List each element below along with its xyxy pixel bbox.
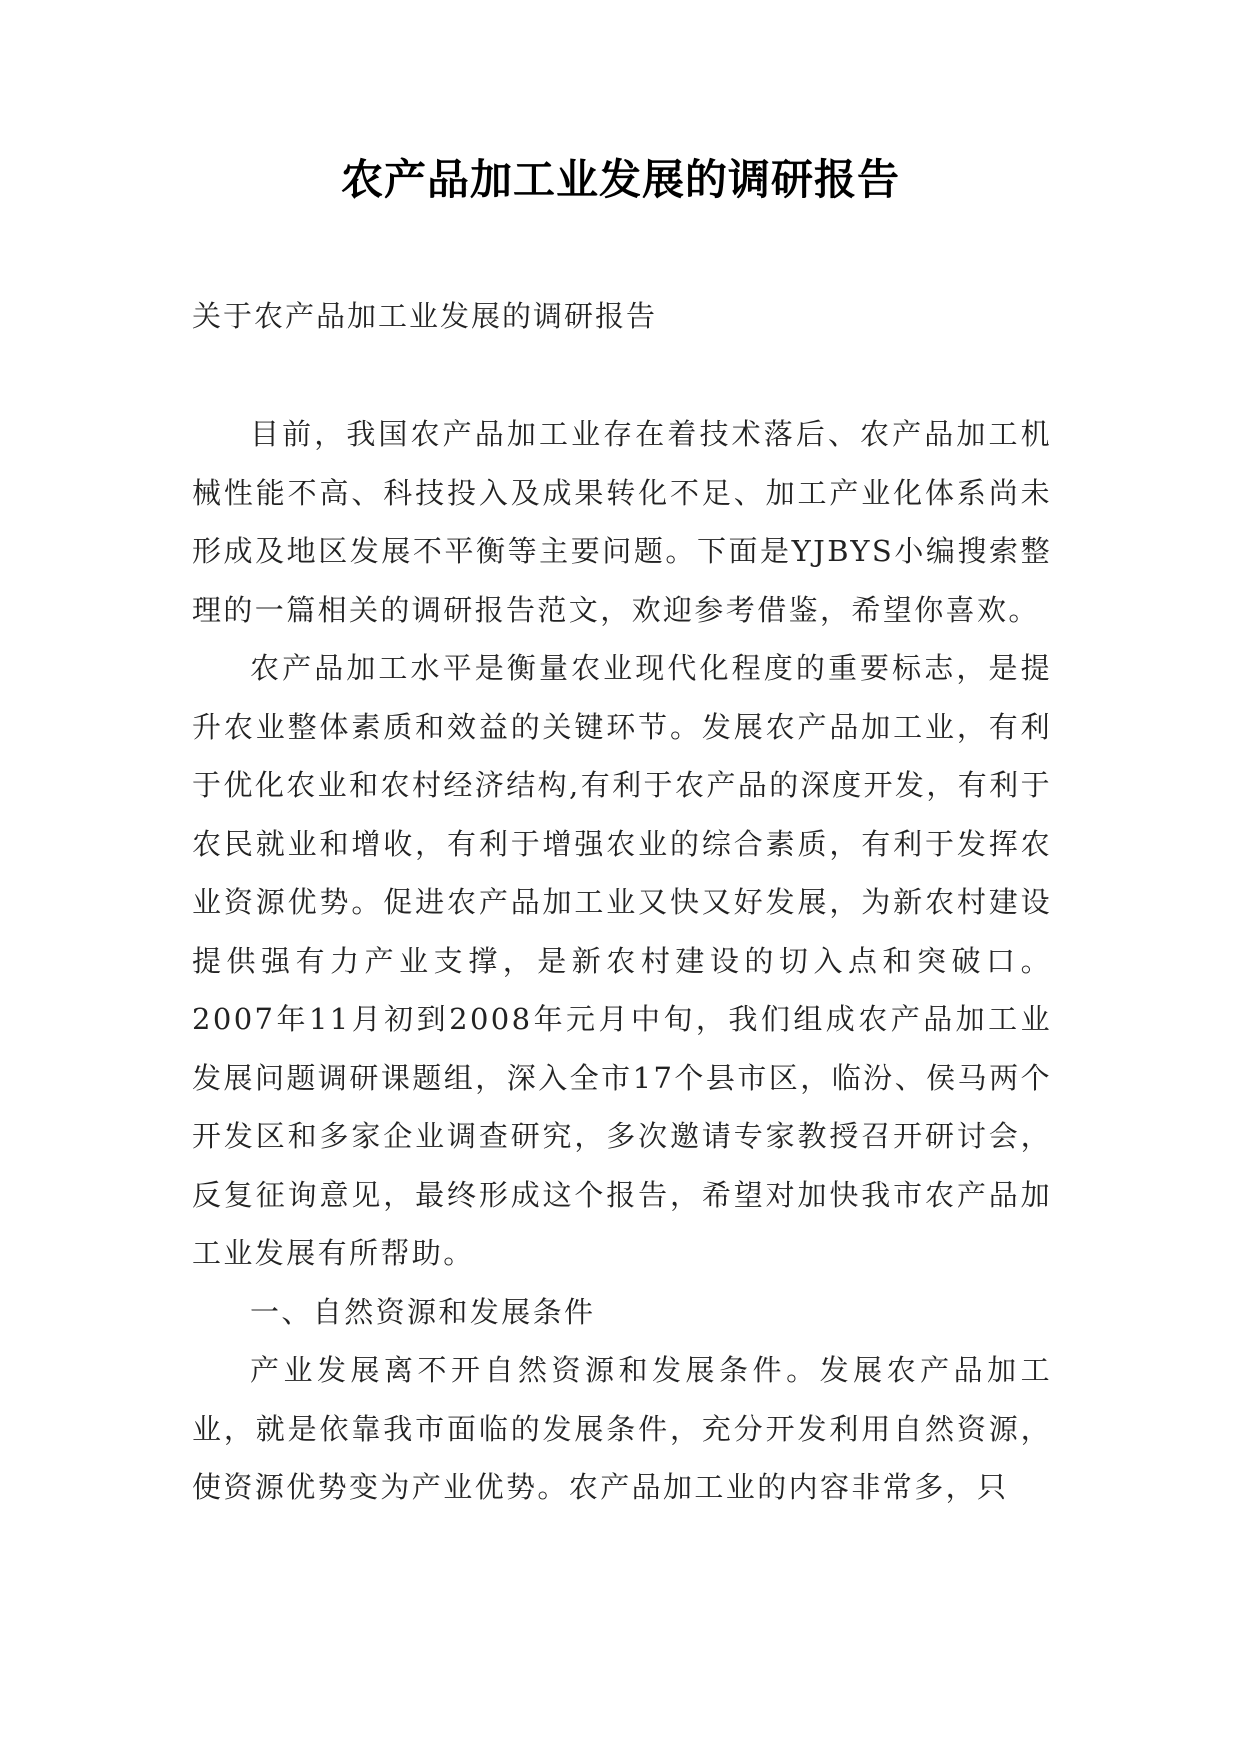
document-subtitle: 关于农产品加工业发展的调研报告 (192, 299, 658, 333)
paragraph-background: 农产品加工水平是衡量农业现代化程度的重要标志，是提升农业整体素质和效益的关键环节。发展农产品加工业，有利于优化农业和农村经济结构,有利于农产品的深度开发，有利于农民就业和增收，有利于增强农业的综合素质，有利于发挥农业资源优势。促进农产品加工业又快又好发展，为新农村建设提供强有力产业支撑，是新农村建设的切入点和突破口。2007年11月初到2008年元月中旬，我们组成农产品加工业发展问题调研课题组，深入全市17个县市区，临汾、侯马两个开发区和多家企业调查研究，多次邀请专家教授召开研讨会，反复征询意见，最终形成这个报告，希望对加快我市农产品加工业发展有所帮助。 (192, 651, 1052, 1270)
paragraph-section-1: 产业发展离不开自然资源和发展条件。发展农产品加工业，就是依靠我市面临的发展条件，充分开发利用自然资源，使资源优势变为产业优势。农产品加工业的内容非常多，只 (192, 1353, 1052, 1504)
section-heading-1: 一、自然资源和发展条件 (250, 1294, 596, 1329)
document-title: 农产品加工业发展的调研报告 (340, 155, 900, 204)
document-body (192, 405, 1052, 1517)
paragraph-intro: 目前，我国农产品加工业存在着技术落后、农产品加工机械性能不高、科技投入及成果转化不足、加工产业化体系尚未形成及地区发展不平衡等主要问题。下面是YJBYS小编搜索整理的一篇相关的调研报告范文，欢迎参考借鉴，希望你喜欢。 (192, 417, 1052, 627)
